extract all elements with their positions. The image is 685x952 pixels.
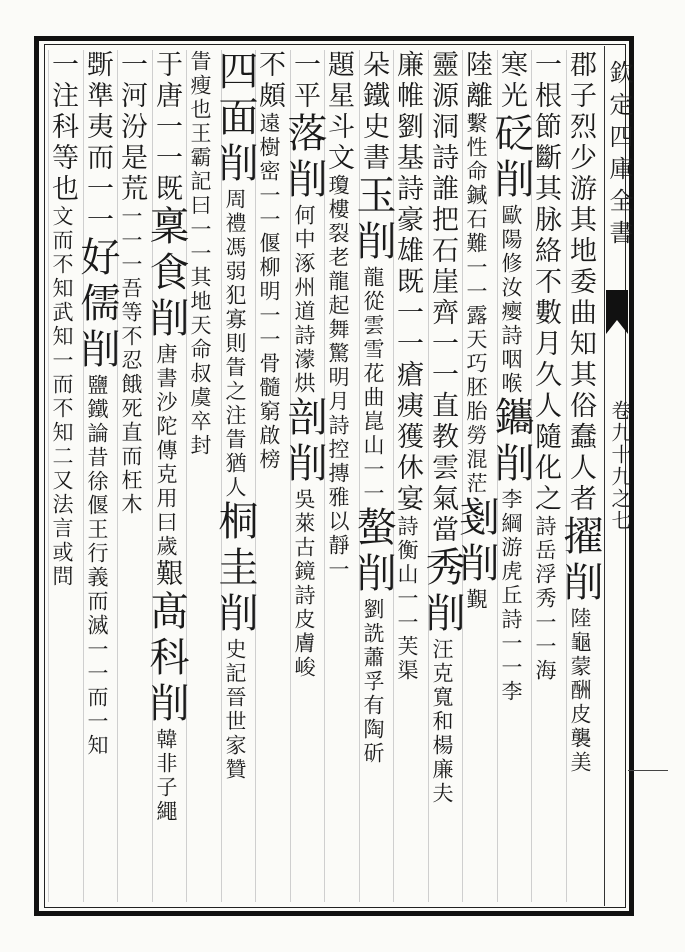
headword: 玉削 [350, 174, 396, 266]
annotation: 歐陽修汝瘿詩咽喉 [499, 204, 523, 396]
text-run: 一注科等也 [47, 50, 78, 205]
headword: 螯削 [350, 506, 396, 598]
text-column [557, 50, 603, 902]
text-column [281, 50, 327, 902]
text-column [419, 50, 465, 902]
annotation: 汪克寬和楊廉夫 [430, 638, 454, 806]
annotation: 陸龜蒙酬皮襲美 [568, 607, 592, 775]
text-run: 一根節斷其脉絡不數月久人隨化之 [530, 50, 561, 515]
annotation: 天命叔虞卒封 [188, 314, 212, 458]
headword: 四面削 [212, 50, 258, 188]
text-run: 一河汾是荒 [116, 50, 147, 205]
text-run: 于唐一一既 [151, 50, 182, 205]
margin-tick [628, 770, 668, 771]
text-run: 陸離 [461, 50, 492, 112]
text-run: 一平 [289, 50, 320, 112]
text-column [531, 50, 565, 902]
text-run: 郡子烈少游其地委曲知其俗蠢人者 [565, 50, 596, 515]
annotation: 韓非子繩 [154, 728, 178, 824]
headword: 好儒削 [74, 236, 120, 374]
text-run: 寒光 [496, 50, 527, 112]
annotation: 周禮馮弱犯寡則眚之注眚猶人 [223, 188, 247, 500]
annotation: 詩衡山一一芙渠 [395, 515, 419, 683]
annotation: 覲 [464, 588, 488, 612]
fishtail-mark-icon [606, 290, 628, 334]
text-run: 艱 [151, 559, 182, 590]
annotation: 李綱游虎丘詩一一李 [499, 488, 523, 704]
annotation: 史記晉世家贊 [223, 638, 247, 782]
text-column [143, 50, 189, 902]
text-column [453, 50, 499, 902]
headword: 剖削 [281, 396, 327, 488]
main-text [47, 50, 603, 902]
annotation: 何中涿州道詩濛烘 [292, 204, 316, 396]
text-run: 靈源洞詩誰把石崖齊一一直教雲氣當 [427, 50, 458, 546]
headword: 剗削 [453, 496, 499, 588]
text-column [324, 50, 358, 902]
text-column [350, 50, 396, 902]
text-column [488, 50, 534, 902]
text-column [48, 50, 82, 902]
annotation: 一一骨髓窮啟榜 [257, 304, 281, 472]
text-run: 廉帷劉基詩豪雄既一一瘡痍獲休宴 [392, 50, 423, 515]
annotation: 吳萊古鏡詩皮膚峻 [292, 488, 316, 680]
text-column [255, 50, 289, 902]
annotation: 詩岳浮秀一一海 [533, 515, 557, 683]
annotation: 瓊樓裂老龍起舞驚明月 [326, 174, 350, 414]
headword: 擢削 [557, 515, 603, 607]
annotation: 直而枉木 [119, 421, 143, 517]
text-run: 斲準夷而一一 [82, 50, 113, 236]
text-column [393, 50, 427, 902]
annotation: 唐書沙陀傳克用曰歲 [154, 343, 178, 559]
text-column [186, 50, 220, 902]
annotation: 文而不知武知一而不知二又法言或問 [50, 205, 74, 589]
headword: 稟食削 [143, 205, 189, 343]
headword: 髙科削 [143, 590, 189, 728]
text-run: 朵鐵史書 [358, 50, 389, 174]
book-title: 欽定四庫全書 [605, 60, 633, 252]
annotation: 一一一吾等不忍餓死 [119, 205, 143, 421]
headword: 秀削 [419, 546, 465, 638]
annotation: 繫性命鍼石難一一 [464, 112, 488, 304]
text-column [117, 50, 151, 902]
annotation: 鹽鐵論昔徐偃王行義而滅一一而一知 [85, 374, 109, 758]
text-run: 題星斗文 [323, 50, 354, 174]
text-column [74, 50, 120, 902]
annotation: 劉詵蕭孚有陶斫 [361, 598, 385, 766]
text-column [212, 50, 258, 902]
headword: 桐圭削 [212, 500, 258, 638]
text-run: 不頗 [254, 50, 285, 112]
headword: 鑴削 [488, 396, 534, 488]
annotation: 露天巧胚胎勞混茫 [464, 304, 488, 496]
volume-label: 卷九十九之七 [608, 400, 632, 532]
annotation: 龍從雲雪花曲崑山一一 [361, 266, 385, 506]
headword: 落削 [281, 112, 327, 204]
annotation: 遠樹密一一偃柳明 [257, 112, 281, 304]
annotation: 詩控摶雅以靜一 [326, 414, 350, 582]
headword: 砭削 [488, 112, 534, 204]
annotation: 眚瘦也王霸記曰一一其地 [188, 50, 212, 314]
